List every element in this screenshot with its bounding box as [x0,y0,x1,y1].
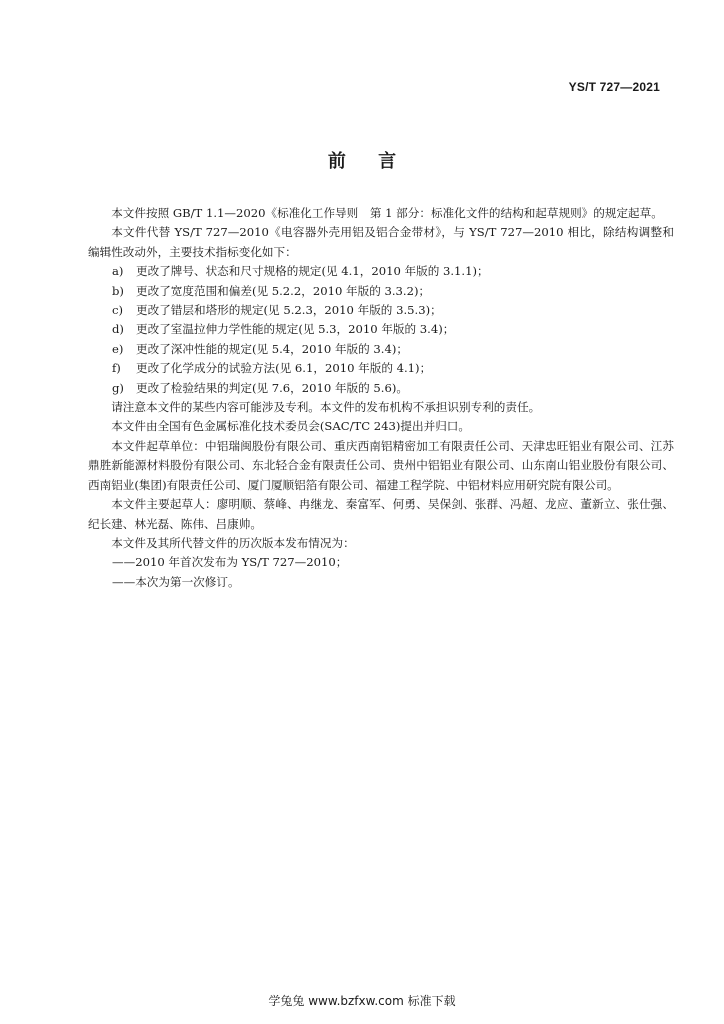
page-title: 前 言 [327,151,397,172]
item-label: e) [112,341,124,356]
item-label: f) [112,361,121,376]
item-label: d) [112,322,124,337]
item-label: a) [112,264,124,279]
item-label: g) [112,380,124,395]
change-item-b [88,282,674,301]
foreword-body [88,204,674,592]
change-item-g [88,379,674,398]
change-item-d [88,320,674,339]
change-item-a [88,262,674,281]
item-text: 更改了宽度范围和偏差(见 5.2.2，2010 年版的 3.3.2)； [136,283,431,298]
item-text: 更改了错层和塔形的规定(见 5.2.3，2010 年版的 3.5.3)； [136,303,442,318]
patent-notice-paragraph: 请注意本文件的某些内容可能涉及专利。本文件的发布机构不承担识别专利的责任。 [111,400,541,415]
drafting-rule-paragraph: 本文件按照 GB/T 1.1—2020《标准化工作导则 第 1 部分：标准化文件的结构和起草规则》的规定起草。 [111,206,663,220]
history-item-first-release: ——2010 年首次发布为 YS/T 727—2010； [112,555,348,570]
change-item-f [88,359,674,378]
history-item-revision: ——本次为第一次修订。 [112,574,240,589]
history-intro-paragraph: 本文件及其所代替文件的历次版本发布情况为： [111,535,355,550]
item-text: 更改了化学成分的试验方法(见 6.1，2010 年版的 4.1)； [136,361,432,376]
change-item-e [88,340,674,359]
replacement-paragraph: 本文件代替 YS/T 727—2010《电容器外壳用铝及铝合金带材》，与 YS/T 727—2010 相比，除结构调整和编辑性改动外，主要技术指标变化如下： [88,225,674,259]
committee-paragraph: 本文件由全国有色金属标准化技术委员会(SAC/TC 243)提出并归口。 [111,419,470,434]
item-text: 更改了牌号、状态和尺寸规格的规定(见 4.1，2010 年版的 3.1.1)； [136,264,489,279]
footer-watermark: 学兔兔 www.bzfxw.com 标准下载 [268,994,456,1008]
item-label: b) [112,283,124,298]
change-item-c [88,301,674,320]
item-label: c) [112,303,124,318]
item-text: 更改了检验结果的判定(见 7.6，2010 年版的 5.6)。 [136,380,408,395]
drafters-paragraph: 本文件主要起草人：廖明顺、蔡峰、冉继龙、秦富军、何勇、吴保剑、张群、冯超、龙应、董新立、张仕强、纪长建、林光磊、陈伟、吕康帅。 [88,497,674,531]
drafting-units-paragraph: 本文件起草单位：中铝瑞闽股份有限公司、重庆西南铝精密加工有限责任公司、天津忠旺铝业有限公司、江苏鼎胜新能源材料股份有限公司、东北轻合金有限责任公司、贵州中铝铝业有限公司、山东南山铝业股份有限公司、西南铝业(集团)有限责任公司、厦门厦顺铝箔有限公司、福建工程学院、中铝材料应用研究院有限公司。 [88,438,674,492]
item-text: 更改了深冲性能的规定(见 5.4，2010 年版的 3.4)； [136,341,408,356]
item-text: 更改了室温拉伸力学性能的规定(见 5.3，2010 年版的 3.4)； [136,322,455,337]
standard-code: YS/T 727—2021 [568,80,660,94]
